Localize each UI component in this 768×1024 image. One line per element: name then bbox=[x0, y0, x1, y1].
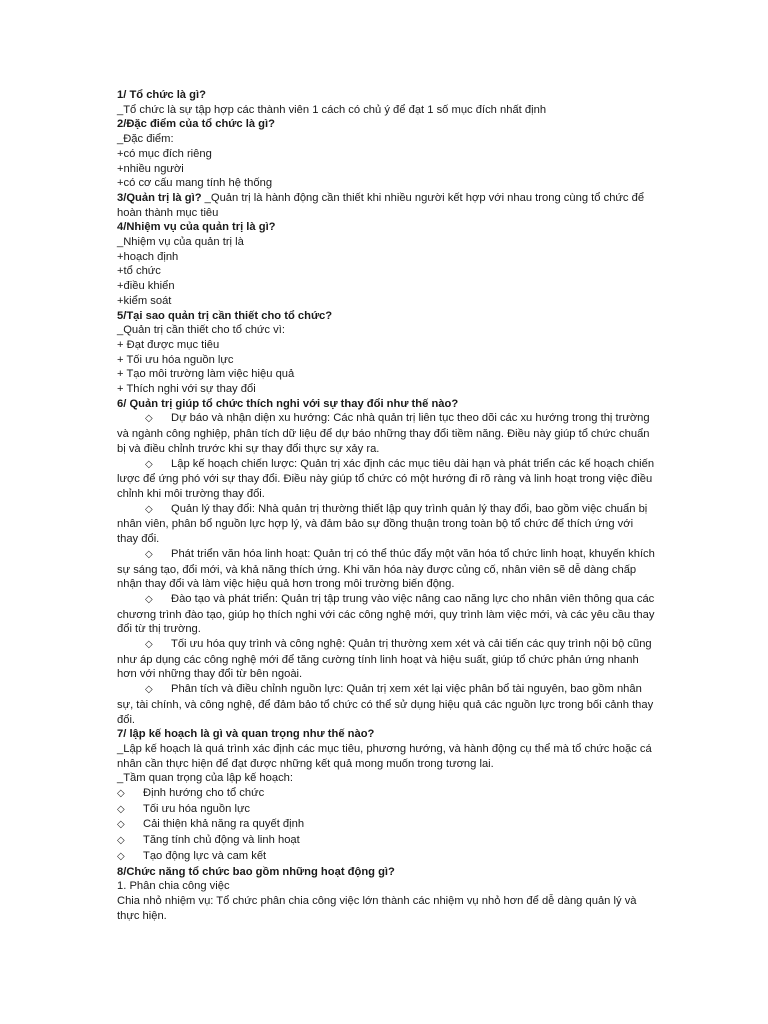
q6-item: ◇ Dự báo và nhận diện xu hướng: Các nhà quản trị liên tục theo dõi các xu hướng trong thị trường và ngành công nghiệp, phân tích dữ liệu để dự báo những thay đổi tiềm năng. Điều này giúp tổ chức chuẩn bị và điều chỉnh trước khi sự thay đổi thực sự xảy ra. bbox=[117, 412, 650, 455]
q7-subheading: _Tầm quan trọng của lập kế hoạch: bbox=[117, 772, 294, 785]
diamond-bullet-icon: ◇ bbox=[145, 548, 153, 560]
diamond-bullet-icon: ◇ bbox=[145, 413, 153, 425]
heading-q1: 1/ Tổ chức là gì? bbox=[117, 89, 206, 101]
q7-item: ◇ Tăng tính chủ động và linh hoạt bbox=[117, 833, 657, 849]
heading-q4: 4/Nhiệm vụ của quản trị là gì? bbox=[117, 221, 276, 234]
diamond-bullet-icon: ◇ bbox=[117, 835, 125, 847]
q6-item: ◇ Phát triển văn hóa linh hoạt: Quản trị có thể thúc đẩy một văn hóa tổ chức linh hoạt, khuyến khích sự sáng tạo, đổi mới, và khả năng thích ứng. Khi văn hóa này được củng cố, nhân viên sẽ dễ dàng chấp nhận thay đổi và làm việc hiệu quả hơn trong môi trường biến động. bbox=[117, 547, 655, 591]
q2-line: _Đặc điểm: bbox=[117, 133, 174, 146]
q6-item: ◇ Phân tích và điều chỉnh nguồn lực: Quản trị xem xét lại việc phân bổ tài nguyên, bao gồm nhân sự, tài chính, và công nghệ, để đảm bảo tổ chức có thể sử dụng hiệu quả các nguồn lực trong bối cảnh thay đổi. bbox=[117, 683, 654, 726]
q5-line: + Thích nghi với sự thay đổi bbox=[117, 383, 256, 396]
q5-line: + Tối ưu hóa nguồn lực bbox=[117, 353, 234, 366]
diamond-bullet-icon: ◇ bbox=[145, 458, 153, 470]
q7-item: ◇ Tạo động lực và cam kết bbox=[117, 849, 657, 865]
heading-q8: 8/Chức năng tổ chức bao gồm những hoạt động gì? bbox=[117, 865, 395, 878]
q5-line: _Quản trị cần thiết cho tổ chức vì: bbox=[117, 324, 285, 337]
q2-line: +có cơ cấu mang tính hệ thống bbox=[117, 177, 273, 190]
heading-q7: 7/ lập kế hoạch là gì và quan trọng như thế nào? bbox=[117, 728, 375, 741]
q7-item: ◇ Định hướng cho tổ chức bbox=[117, 786, 657, 802]
answer-q7: _Lập kế hoạch là quá trình xác định các mục tiêu, phương hướng, và hành động cụ thể mà tổ chức hoặc cá nhân cần thực hiện để đạt được những kết quả mong muốn trong tương lai. bbox=[117, 742, 652, 770]
answer-q1: _Tổ chức là sự tập hợp các thành viên 1 cách có chủ ý để đạt 1 số mục đích nhất định bbox=[117, 103, 547, 116]
document-body bbox=[117, 88, 657, 923]
diamond-bullet-icon: ◇ bbox=[117, 803, 125, 815]
q7-item: ◇ Tối ưu hóa nguồn lực bbox=[117, 802, 657, 818]
heading-q2: 2/Đặc điểm của tổ chức là gì? bbox=[117, 118, 275, 131]
q4-line: +điều khiển bbox=[117, 280, 175, 293]
q6-item: ◇ Tối ưu hóa quy trình và công nghệ: Quản trị thường xem xét và cải tiến các quy trình nội bộ cũng như áp dụng các công nghệ mới để tăng cường tính linh hoạt và hiệu suất, giúp tổ chức phản ứng nhanh hơn với những thay đổi từ bên ngoài. bbox=[117, 638, 652, 681]
diamond-bullet-icon: ◇ bbox=[117, 788, 125, 800]
q4-line: _Nhiệm vụ của quản trị là bbox=[117, 236, 244, 249]
diamond-bullet-icon: ◇ bbox=[145, 593, 153, 605]
answer-q3: _Quản trị là hành động cần thiết khi nhiều người kết hợp với nhau trong cùng tổ chức để hoàn thành mục tiêu bbox=[117, 191, 645, 219]
q8-line: Chia nhỏ nhiệm vụ: Tổ chức phân chia công việc lớn thành các nhiệm vụ nhỏ hơn để dễ dàng quản lý và thực hiện. bbox=[117, 894, 637, 922]
q7-item: ◇ Cải thiện khả năng ra quyết định bbox=[117, 817, 657, 833]
q6-item: ◇ Quản lý thay đổi: Nhà quản trị thường thiết lập quy trình quản lý thay đổi, bao gồm việc chuẩn bị nhân viên, phân bổ nguồn lực hợp lý, và đảm bảo sự đồng thuận trong toàn bộ tổ chức để thích ứng với thay đổi. bbox=[117, 502, 648, 546]
diamond-bullet-icon: ◇ bbox=[117, 819, 125, 831]
q5-line: + Tạo môi trường làm việc hiệu quả bbox=[117, 368, 295, 381]
q4-line: +kiểm soát bbox=[117, 294, 172, 307]
diamond-bullet-icon: ◇ bbox=[145, 503, 153, 515]
q6-item: ◇ Lập kế hoạch chiến lược: Quản trị xác định các mục tiêu dài hạn và phát triển các kế hoạch chiến lược để ứng phó với sự thay đổi. Điều này giúp tổ chức có một hướng đi rõ ràng và linh hoạt trong việc điều chỉnh khi môi trường thay đổi. bbox=[117, 457, 655, 500]
q5-line: + Đạt được mục tiêu bbox=[117, 338, 220, 351]
diamond-bullet-icon: ◇ bbox=[145, 684, 153, 696]
heading-q6: 6/ Quản trị giúp tổ chức thích nghi với sự thay đổi như thế nào? bbox=[117, 397, 459, 410]
q4-line: +hoạch định bbox=[117, 250, 179, 263]
q6-item: ◇ Đào tạo và phát triển: Quản trị tập trung vào việc nâng cao năng lực cho nhân viên thông qua các chương trình đào tạo, giúp họ thích nghi với các công nghệ mới, quy trình làm việc mới, và các yêu cầu thay đổi từ thị trường. bbox=[117, 592, 655, 636]
heading-q3: 3/Quản trị là gì? bbox=[117, 191, 202, 204]
q2-line: +nhiều người bbox=[117, 162, 184, 175]
q2-line: +có mục đích riêng bbox=[117, 147, 212, 160]
heading-q5: 5/Tại sao quản trị cần thiết cho tổ chức? bbox=[117, 309, 333, 322]
q4-line: +tổ chức bbox=[117, 265, 161, 278]
q8-line: 1. Phân chia công việc bbox=[117, 880, 230, 893]
diamond-bullet-icon: ◇ bbox=[145, 639, 153, 651]
paragraph-q3 bbox=[117, 191, 657, 220]
diamond-bullet-icon: ◇ bbox=[117, 850, 125, 862]
